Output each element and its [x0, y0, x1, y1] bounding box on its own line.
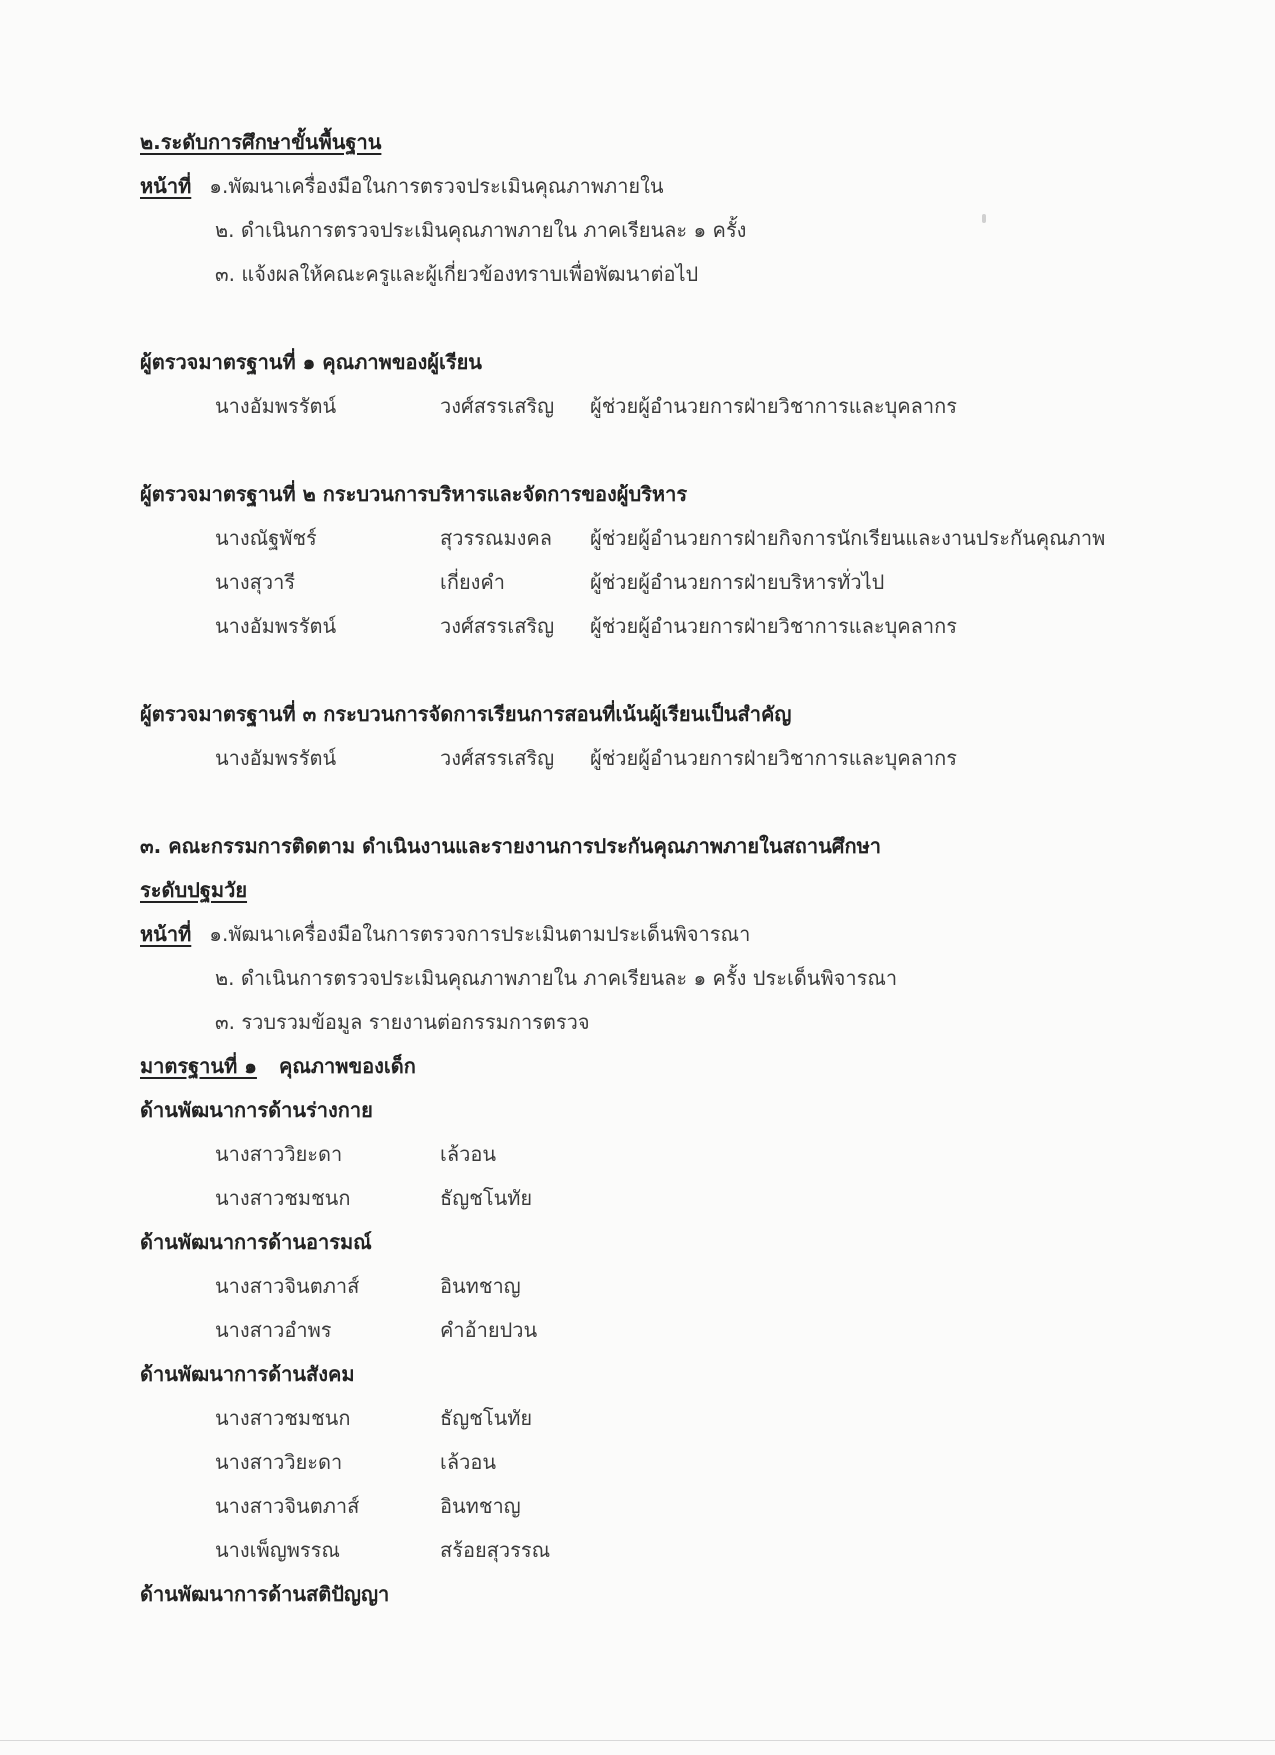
area-title: ด้านพัฒนาการด้านร่างกาย — [140, 1098, 373, 1122]
standard-title: คุณภาพของเด็ก — [278, 1054, 416, 1078]
member-name: นางสาววิยะดา — [215, 1142, 343, 1166]
standard-label: มาตรฐานที่ ๑ — [140, 1054, 257, 1078]
section3-level: ระดับปฐมวัย — [140, 878, 248, 902]
member-surname: คำอ้ายปวน — [440, 1318, 538, 1342]
section2-duty-2: ๒. ดำเนินการตรวจประเมินคุณภาพภายใน ภาคเรียนละ ๑ ครั้ง — [215, 218, 747, 242]
member-name: นางอัมพรรัตน์ — [215, 614, 337, 638]
area-title: ด้านพัฒนาการด้านอารมณ์ — [140, 1230, 372, 1254]
member-surname: วงศ์สรรเสริญ — [440, 394, 555, 418]
member-name: นางสาวชมชนก — [215, 1406, 351, 1430]
duty-label: หน้าที่ — [140, 922, 192, 946]
member-surname: วงศ์สรรเสริญ — [440, 746, 555, 770]
member-surname: ธัญชโนทัย — [440, 1186, 533, 1210]
member-position: ผู้ช่วยผู้อำนวยการฝ่ายกิจการนักเรียนและงานประกันคุณภาพ — [590, 526, 1106, 550]
member-name: นางสาวจินตภาส์ — [215, 1274, 360, 1298]
duty-label: หน้าที่ — [140, 174, 192, 198]
member-surname: เกี่ยงคำ — [440, 570, 506, 594]
section2-heading: ๒.ระดับการศึกษาขั้นพื้นฐาน — [140, 130, 382, 154]
member-surname: เล้วอน — [440, 1450, 497, 1474]
section2-duty-1 — [140, 172, 664, 200]
member-position: ผู้ช่วยผู้อำนวยการฝ่ายวิชาการและบุคลากร — [590, 746, 957, 770]
member-surname: สุวรรณมงคล — [440, 526, 553, 550]
member-surname: วงศ์สรรเสริญ — [440, 614, 555, 638]
member-name: นางสาววิยะดา — [215, 1450, 343, 1474]
member-surname: อินทชาญ — [440, 1494, 521, 1518]
scan-speck — [982, 214, 986, 223]
member-name: นางสาวจินตภาส์ — [215, 1494, 360, 1518]
member-name: นางสาวอำพร — [215, 1318, 332, 1342]
duty-text: ๑.พัฒนาเครื่องมือในการตรวจการประเมินตามประเด็นพิจารณา — [209, 922, 751, 946]
section3-heading: ๓. คณะกรรมการติดตาม ดำเนินงานและรายงานการประกันคุณภาพภายในสถานศึกษา — [140, 834, 882, 858]
standard-2-title: ผู้ตรวจมาตรฐานที่ ๒ กระบวนการบริหารและจัดการของผู้บริหาร — [140, 482, 688, 506]
member-name: นางณัฐพัชร์ — [215, 526, 317, 550]
standard-1-title: ผู้ตรวจมาตรฐานที่ ๑ คุณภาพของผู้เรียน — [140, 350, 482, 374]
standard-heading — [140, 1052, 416, 1080]
member-name: นางอัมพรรัตน์ — [215, 394, 337, 418]
section3-duty-2: ๒. ดำเนินการตรวจประเมินคุณภาพภายใน ภาคเรียนละ ๑ ครั้ง ประเด็นพิจารณา — [215, 966, 898, 990]
member-position: ผู้ช่วยผู้อำนวยการฝ่ายบริหารทั่วไป — [590, 570, 885, 594]
section3-duty-3: ๓. รวบรวมข้อมูล รายงานต่อกรรมการตรวจ — [215, 1010, 590, 1034]
member-surname: อินทชาญ — [440, 1274, 521, 1298]
section3-duty-1 — [140, 920, 750, 948]
member-surname: ธัญชโนทัย — [440, 1406, 533, 1430]
member-name: นางอัมพรรัตน์ — [215, 746, 337, 770]
member-position: ผู้ช่วยผู้อำนวยการฝ่ายวิชาการและบุคลากร — [590, 614, 957, 638]
member-name: นางสุวารี — [215, 570, 296, 594]
area-title: ด้านพัฒนาการด้านสังคม — [140, 1362, 355, 1386]
standard-3-title: ผู้ตรวจมาตรฐานที่ ๓ กระบวนการจัดการเรียนการสอนที่เน้นผู้เรียนเป็นสำคัญ — [140, 702, 792, 726]
member-surname: เล้วอน — [440, 1142, 497, 1166]
page-edge — [0, 1740, 1275, 1741]
member-name: นางเพ็ญพรรณ — [215, 1538, 340, 1562]
duty-text: ๑.พัฒนาเครื่องมือในการตรวจประเมินคุณภาพภายใน — [209, 174, 664, 198]
member-name: นางสาวชมชนก — [215, 1186, 351, 1210]
section2-duty-3: ๓. แจ้งผลให้คณะครูและผู้เกี่ยวข้องทราบเพื่อพัฒนาต่อไป — [215, 262, 699, 286]
member-position: ผู้ช่วยผู้อำนวยการฝ่ายวิชาการและบุคลากร — [590, 394, 957, 418]
member-surname: สร้อยสุวรรณ — [440, 1538, 551, 1562]
area-title: ด้านพัฒนาการด้านสติปัญญา — [140, 1582, 390, 1606]
